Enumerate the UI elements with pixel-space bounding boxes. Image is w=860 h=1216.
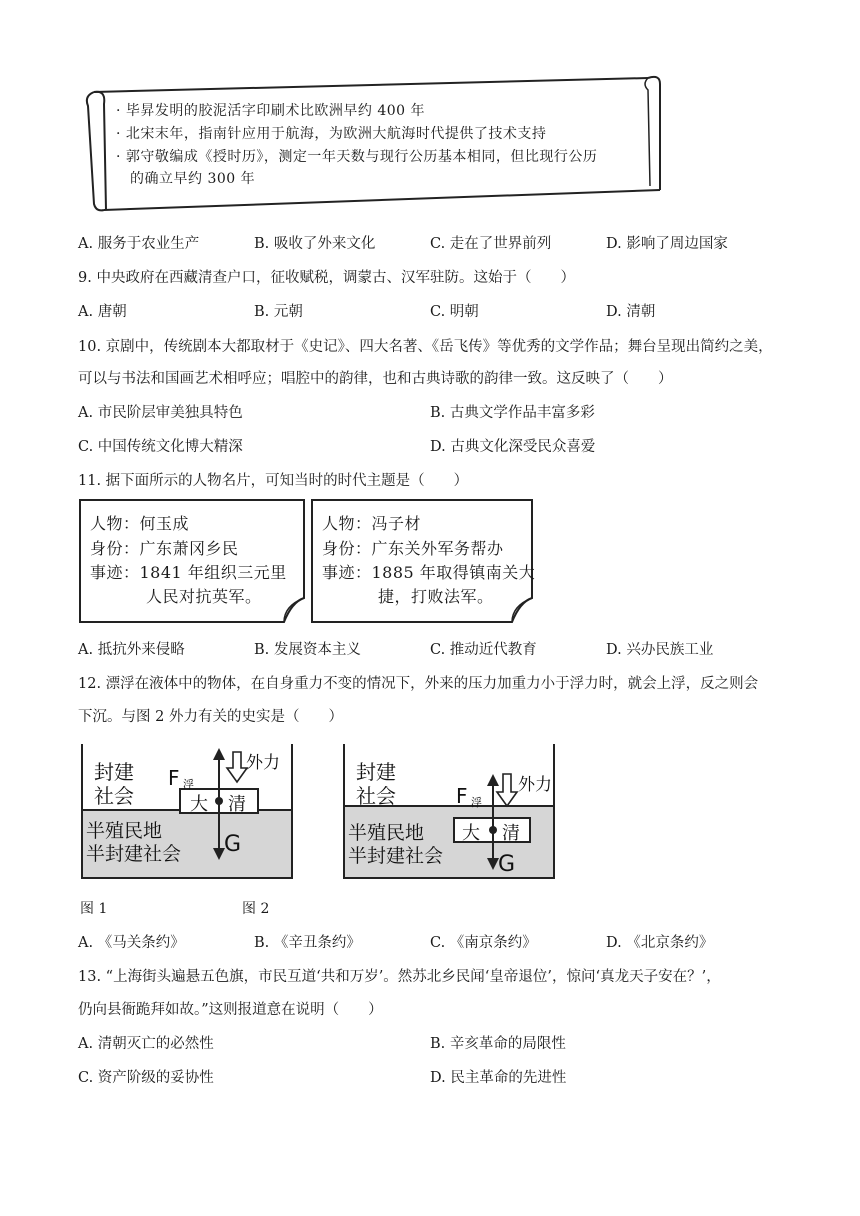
card-2-line-2: 身份：广东关外军务帮办 bbox=[322, 539, 504, 558]
q12-option-c[interactable]: C. 《南京条约》 bbox=[430, 935, 537, 951]
fig2-bottom-label: 半殖民地 半封建社会 bbox=[348, 822, 444, 867]
q10-option-b[interactable]: B. 古典文学作品丰富多彩 bbox=[430, 405, 595, 421]
q9-stem: 9. 中央政府在西藏清查户口，征收赋税，调蒙古、汉军驻防。这始于（ ） bbox=[78, 270, 575, 286]
q13-stem-line-2: 仍向县衙跪拜如故。”这则报道意在说明（ ） bbox=[78, 1002, 383, 1018]
fig1-force-label: 外力 bbox=[246, 753, 280, 773]
q13-option-a[interactable]: A. 清朝灭亡的必然性 bbox=[78, 1036, 214, 1052]
q11-option-b[interactable]: B. 发展资本主义 bbox=[254, 642, 361, 658]
card-1-line-3: 事迹：1841 年组织三元里 bbox=[90, 563, 287, 582]
scroll-line-4: 的确立早约 300 年 bbox=[130, 171, 256, 187]
scroll-line-3: · 郭守敬编成《授时历》，测定一年天数与现行公历基本相同，但比现行公历 bbox=[116, 149, 598, 165]
fig2-buoyancy-sub: 浮 bbox=[471, 796, 482, 809]
fig2-box-right: 清 bbox=[502, 823, 520, 844]
q12-stem-line-1: 12. 漂浮在液体中的物体，在自身重力不变的情况下，外来的压力加重力小于浮力时，就会上浮，反之则会 bbox=[78, 676, 759, 692]
fig2-buoyancy-label: F bbox=[456, 784, 468, 808]
figure-1-caption: 图 1 bbox=[80, 901, 108, 917]
q13-stem-line-1: 13. “上海街头遍悬五色旗，市民互道‘共和万岁’。然苏北乡民闻‘皇帝退位’，惊问‘真龙天子安在？’， bbox=[78, 969, 721, 985]
card-2-line-4: 捷，打败法军。 bbox=[378, 587, 494, 606]
scroll-line-2: · 北宋末年，指南针应用于航海，为欧洲大航海时代提供了技术支持 bbox=[116, 126, 547, 142]
q8-option-b[interactable]: B. 吸收了外来文化 bbox=[254, 236, 376, 252]
q10-option-c[interactable]: C. 中国传统文化博大精深 bbox=[78, 439, 243, 455]
fig1-top-label: 封建 社会 bbox=[94, 760, 134, 808]
q13-option-d[interactable]: D. 民主革命的先进性 bbox=[430, 1070, 567, 1086]
q9-option-d[interactable]: D. 清朝 bbox=[606, 304, 656, 320]
scroll-frame bbox=[80, 70, 670, 220]
fig1-buoyancy-label: F bbox=[168, 766, 180, 790]
q9-option-b[interactable]: B. 元朝 bbox=[254, 304, 303, 320]
scroll-line-1: · 毕昇发明的胶泥活字印刷术比欧洲早约 400 年 bbox=[116, 103, 426, 119]
fig1-box-right: 清 bbox=[228, 794, 246, 815]
q10-stem-line-2: 可以与书法和国画艺术相呼应；唱腔中的韵律，也和古典诗歌的韵律一致。这反映了（ ） bbox=[78, 371, 673, 387]
card-1-line-2: 身份：广东萧冈乡民 bbox=[90, 539, 239, 558]
fig2-force-label: 外力 bbox=[518, 775, 552, 795]
fig2-gravity-label: G bbox=[498, 852, 516, 877]
q9-option-a[interactable]: A. 唐朝 bbox=[78, 304, 127, 320]
q8-option-d[interactable]: D. 影响了周边国家 bbox=[606, 236, 728, 252]
q13-option-c[interactable]: C. 资产阶级的妥协性 bbox=[78, 1070, 214, 1086]
q11-option-a[interactable]: A. 抵抗外来侵略 bbox=[78, 642, 185, 658]
q12-option-d[interactable]: D. 《北京条约》 bbox=[606, 935, 714, 951]
q11-stem: 11. 据下面所示的人物名片，可知当时的时代主题是（ ） bbox=[78, 473, 469, 489]
q8-option-c[interactable]: C. 走在了世界前列 bbox=[430, 236, 552, 252]
fig1-gravity-label: G bbox=[224, 832, 242, 857]
card-1-line-4: 人民对抗英军。 bbox=[146, 587, 262, 606]
card-2-line-1: 人物：冯子材 bbox=[322, 514, 422, 533]
fig1-bottom-label: 半殖民地 半封建社会 bbox=[86, 820, 182, 865]
q9-option-c[interactable]: C. 明朝 bbox=[430, 304, 479, 320]
q12-stem-line-2: 下沉。与图 2 外力有关的史实是（ ） bbox=[78, 709, 343, 725]
q13-option-b[interactable]: B. 辛亥革命的局限性 bbox=[430, 1036, 566, 1052]
q8-option-a[interactable]: A. 服务于农业生产 bbox=[78, 236, 200, 252]
q10-stem-line-1: 10. 京剧中，传统剧本大都取材于《史记》、四大名著、《岳飞传》等优秀的文学作品；舞台呈现出简约之美， bbox=[78, 339, 773, 355]
fig1-box-left: 大 bbox=[190, 794, 208, 815]
q11-option-c[interactable]: C. 推动近代教育 bbox=[430, 642, 537, 658]
figure-2-caption: 图 2 bbox=[242, 901, 270, 917]
q10-option-d[interactable]: D. 古典文化深受民众喜爱 bbox=[430, 439, 596, 455]
fig2-box-left: 大 bbox=[462, 823, 480, 844]
fig2-top-label: 封建 社会 bbox=[356, 760, 396, 808]
q12-option-a[interactable]: A. 《马关条约》 bbox=[78, 935, 185, 951]
fig1-buoyancy-sub: 浮 bbox=[183, 778, 194, 791]
q11-option-d[interactable]: D. 兴办民族工业 bbox=[606, 642, 714, 658]
card-1-line-1: 人物：何玉成 bbox=[90, 514, 190, 533]
q10-option-a[interactable]: A. 市民阶层审美独具特色 bbox=[78, 405, 243, 421]
card-2-line-3: 事迹：1885 年取得镇南关大 bbox=[322, 563, 536, 582]
q12-option-b[interactable]: B. 《辛丑条约》 bbox=[254, 935, 361, 951]
